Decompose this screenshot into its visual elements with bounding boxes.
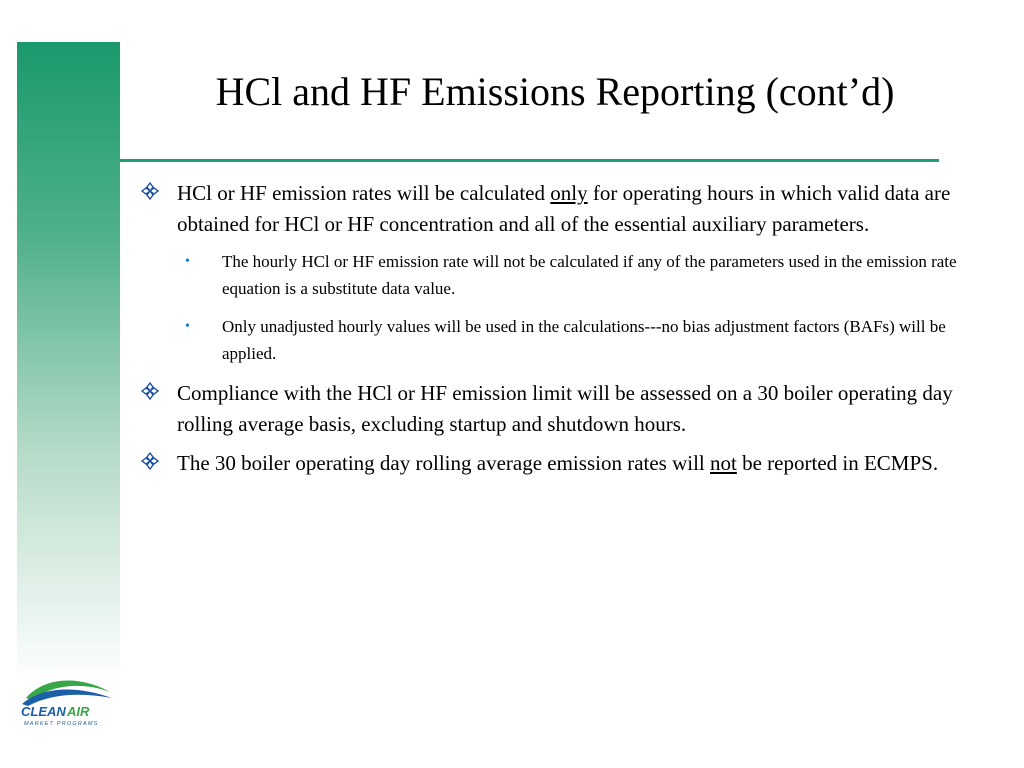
diamond-bullet-icon [140,381,160,401]
bullet-3-emphasis: not [710,451,737,475]
logo-tagline: MARKET PROGRAMS [24,721,99,727]
diamond-bullet-icon [140,451,160,471]
clean-air-logo [18,672,116,728]
bullet-1-text-after: for operating hours in which valid data are obtained for HCl or HF concentration and all of the essential auxiliary parameters. [177,181,951,236]
bullet-3 [140,448,990,479]
bullet-1-text-before: HCl or HF emission rates will be calculated [177,181,551,205]
subbullet-1 [140,248,990,302]
title-divider [120,159,939,162]
subbullet-dot-icon: • [185,319,190,334]
sidebar-gradient [17,42,120,682]
bullet-3-text-after: be reported in ECMPS. [736,451,939,475]
bullet-1-emphasis: only [550,181,588,205]
slide-title: HCl and HF Emissions Reporting (cont’d) [215,69,895,114]
bullet-2-text: Compliance with the HCl or HF emission limit will be assessed on a 30 boiler operating day rolling average basis, excluding startup and shutdown hours. [177,381,953,436]
slide-content [140,178,990,487]
bullet-1 [140,178,990,240]
subbullet-dot-icon: • [185,254,190,269]
logo-clean-text: CLEAN [21,704,66,719]
subbullet-1-text: The hourly HCl or HF emission rate will not be calculated if any of the parameters used in the emission rate equation is a substitute data value. [222,252,957,298]
bullet-2 [140,378,990,440]
bullet-3-text-before: The 30 boiler operating day rolling average emission rates will [177,451,711,475]
subbullet-2-text: Only unadjusted hourly values will be used in the calculations---no bias adjustment factors (BAFs) will be applied. [222,317,946,363]
subbullet-2 [140,313,990,367]
logo-air-text: AIR [67,704,90,719]
diamond-bullet-icon [140,181,160,201]
